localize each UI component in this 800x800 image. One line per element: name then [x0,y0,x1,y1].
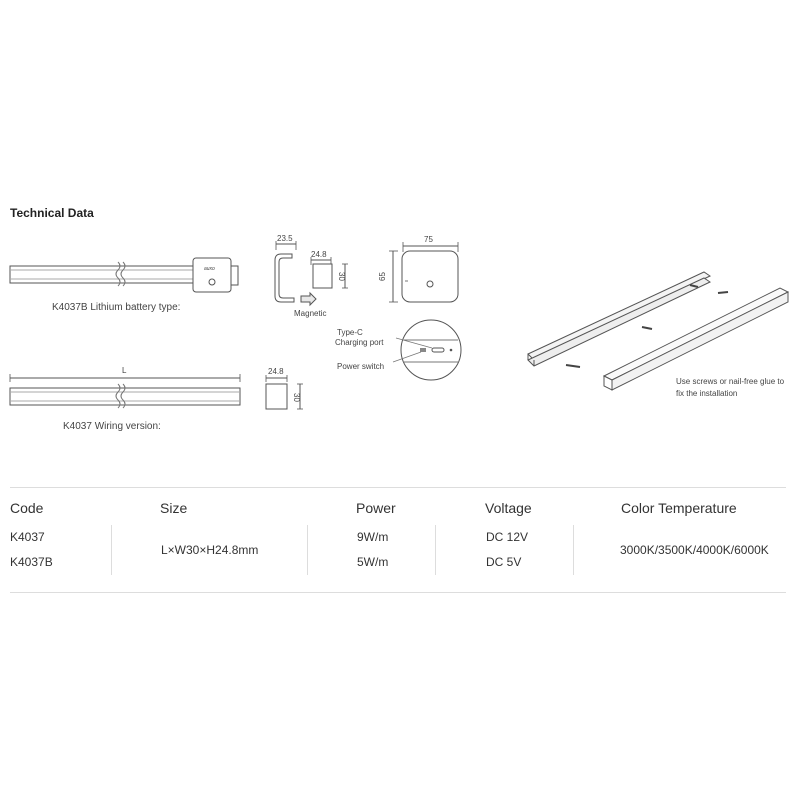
size-value: L×W30×H24.8mm [161,543,259,557]
header-code: Code [10,500,44,516]
install-note-line2: fix the installation [676,389,738,398]
header-color-temperature: Color Temperature [621,500,737,516]
screw-right [718,292,728,293]
battery-box-body [402,251,458,302]
section-title: Technical Data [10,206,94,220]
battery-profile-bar [10,266,196,283]
charging-port-label: Charging port [335,338,384,347]
header-power: Power [356,500,396,516]
magnetic-label: Magnetic [294,309,327,318]
row-2-power: 5W/m [357,555,389,569]
side-width-label: 23.5 [277,234,293,243]
box-width-label: 75 [424,235,433,244]
installation-drawing [528,272,788,390]
wiring-version-caption: K4037 Wiring version: [63,421,161,432]
row-1-code: K4037 [10,530,45,544]
column-divider [573,525,574,575]
power-switch [420,348,426,352]
table-bottom-divider [10,592,786,593]
battery-end-height-label: 30 [336,272,346,281]
wiring-end-block [266,384,287,409]
screw-bottom [566,365,580,367]
battery-profile-drawing [10,258,238,292]
column-divider [435,525,436,575]
battery-end-width-label: 24.8 [311,250,327,259]
power-switch-label: Power switch [337,362,385,371]
brand-logo: auxo [204,266,215,272]
box-height-label: 65 [377,272,387,281]
type-c-label: Type-C [337,328,363,337]
battery-version-caption: K4037B Lithium battery type: [52,302,181,313]
row-1-power: 9W/m [357,530,389,544]
row-2-voltage: DC 5V [486,555,522,569]
magnetic-arrow [301,293,316,305]
side-profile [275,254,294,302]
column-divider [111,525,112,575]
battery-end-cap [231,266,238,285]
column-divider [307,525,308,575]
battery-end-box [193,258,231,292]
length-label: L [122,366,127,375]
color-temperature-value: 3000K/3500K/4000K/6000K [620,543,769,557]
header-size: Size [160,500,188,516]
row-1-voltage: DC 12V [486,530,529,544]
table-top-divider [10,487,786,488]
screw-middle [642,327,652,329]
magnetic-end-block [313,264,332,288]
wiring-end-width-label: 24.8 [268,367,284,376]
wiring-end-height-label: 30 [291,393,301,402]
aluminium-profile [604,288,788,380]
install-note-line1: Use screws or nail-free glue to [676,377,785,386]
wiring-profile-drawing [10,374,303,409]
row-2-code: K4037B [10,555,53,569]
battery-box-drawing [389,242,461,380]
header-voltage: Voltage [485,500,532,516]
